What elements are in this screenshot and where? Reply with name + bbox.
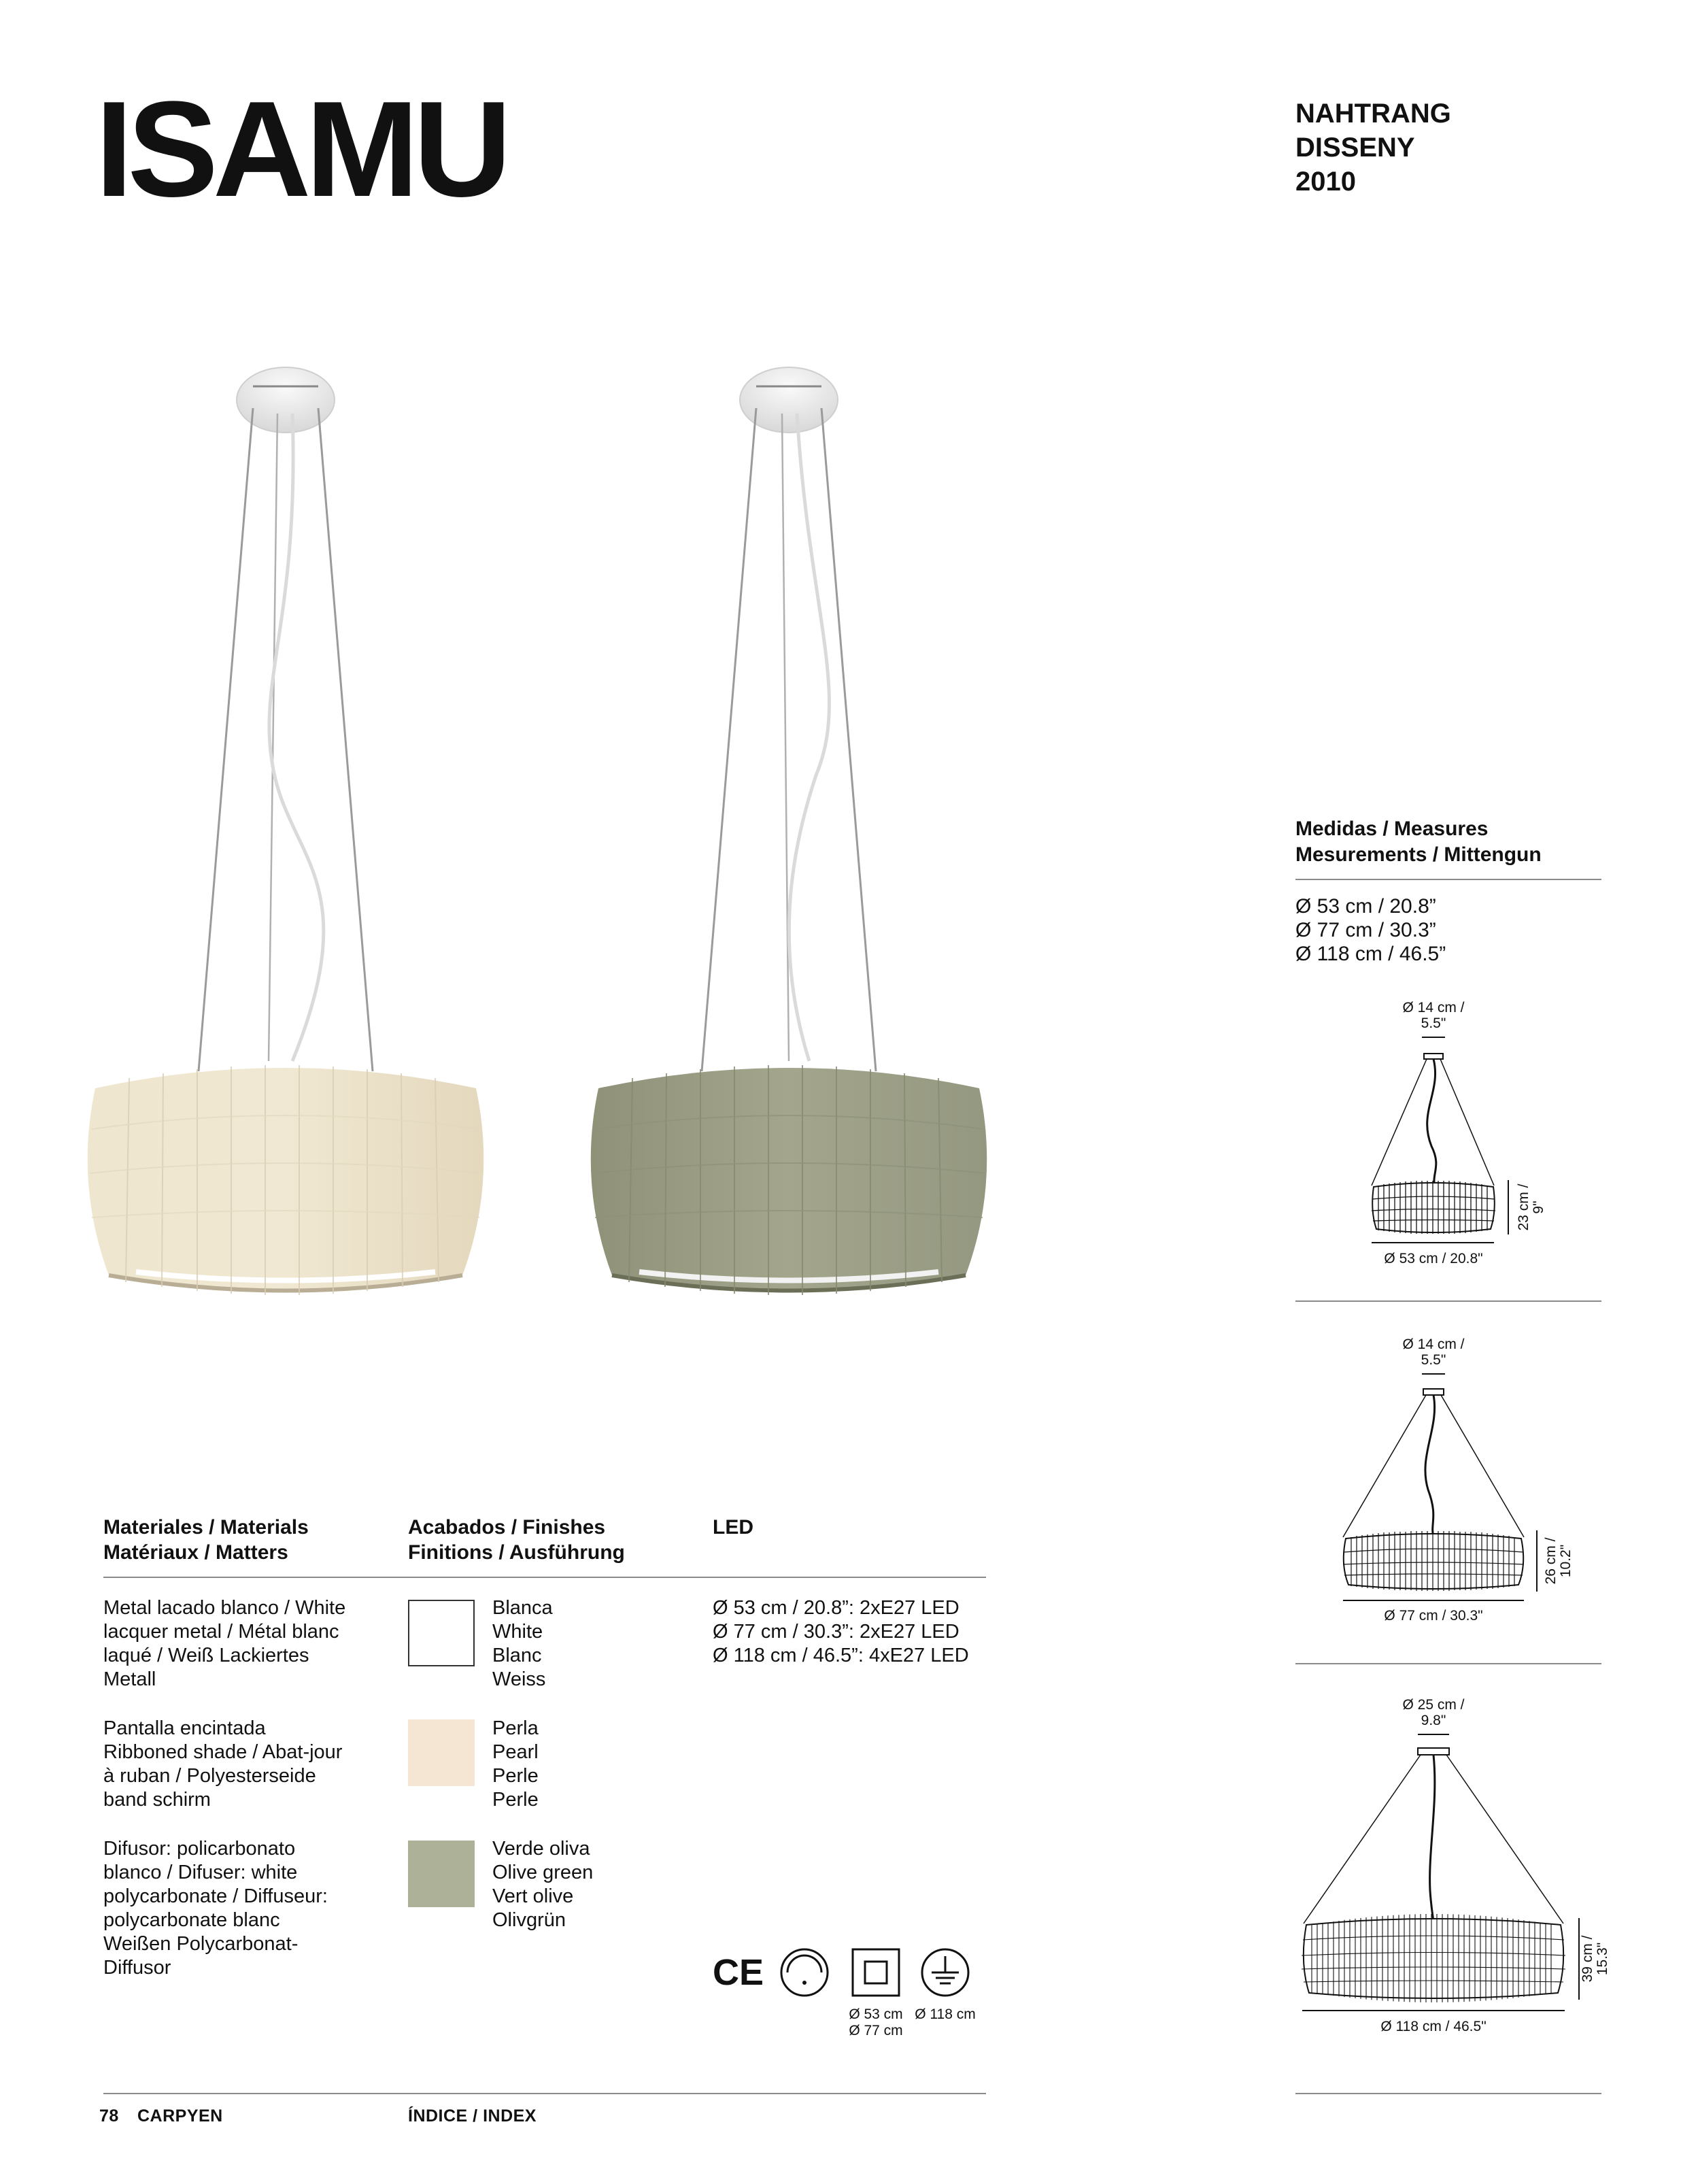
material-line: Weißen Polycarbonat- (103, 1933, 299, 1955)
materials-heading-line2: Matériaux / Matters (103, 1541, 288, 1564)
cert-note: Ø 118 cm (915, 2006, 976, 2022)
material-line: polycarbonate / Diffuseur: (103, 1885, 328, 1907)
finish-name: Perle (492, 1789, 539, 1811)
finishes-heading (408, 1515, 625, 1565)
finish-name: Olive green (492, 1862, 594, 1883)
finish-name: Blanc (492, 1645, 542, 1666)
material-line: Metal lacado blanco / White (103, 1597, 346, 1619)
design-year: 2010 (1295, 167, 1356, 197)
diagram-canopy-label: 9.8" (1421, 1713, 1446, 1728)
footer-divider (103, 2093, 986, 2094)
diagram-divider (1295, 1300, 1601, 1302)
size-item: Ø 118 cm / 46.5” (1295, 943, 1446, 965)
measures-heading (1295, 816, 1601, 868)
diagram-height-label: 9" (1531, 1200, 1546, 1214)
specs-divider (103, 1577, 986, 1578)
diagram-canopy-label: 5.5" (1421, 1015, 1446, 1031)
designer-name: NAHTRANG (1295, 99, 1451, 129)
finish-name: White (492, 1621, 543, 1643)
material-metal (103, 1596, 396, 1692)
diagram-width-label: Ø 53 cm / 20.8" (1384, 1251, 1483, 1266)
finishes-heading-line1: Acabados / Finishes (408, 1516, 606, 1539)
material-line: Pantalla encintada (103, 1717, 266, 1739)
material-line: polycarbonate blanc (103, 1909, 280, 1931)
diagram-height-label: 39 cm / (1580, 1935, 1595, 1983)
finish-name: Olivgrün (492, 1909, 566, 1931)
led-heading (713, 1515, 753, 1540)
certification-icons (707, 1945, 993, 2040)
cert-note: Ø 53 cm (849, 2006, 903, 2022)
diagram-height-label: 26 cm / (1543, 1537, 1559, 1585)
diagram-divider (1295, 2093, 1601, 2094)
diagram-shade (1372, 1181, 1495, 1234)
finish-name: Weiss (492, 1668, 546, 1690)
dimension-diagram-77 (1295, 1333, 1601, 1639)
diagram-shade (1302, 1914, 1565, 2002)
finishes-heading-line2: Finitions / Ausführung (408, 1541, 625, 1564)
led-spec-item: Ø 77 cm / 30.3”: 2xE27 LED (713, 1621, 960, 1643)
diagram-canopy-label: 5.5" (1421, 1352, 1446, 1368)
diagram-canopy-label: Ø 25 cm / (1402, 1697, 1465, 1713)
material-line: Diffusor (103, 1957, 171, 1979)
dimension-diagram-53 (1295, 996, 1601, 1275)
material-line: Ribboned shade / Abat-jour (103, 1741, 343, 1763)
brand-name: CARPYEN (137, 2106, 223, 2126)
designer-info (1295, 97, 1451, 199)
measures-heading-line1: Medidas / Measures (1295, 818, 1489, 840)
finish-names-white (492, 1596, 553, 1692)
materials-heading (103, 1515, 309, 1565)
material-shade (103, 1717, 396, 1812)
diagram-width-label: Ø 77 cm / 30.3" (1384, 1608, 1483, 1624)
finish-swatch-olive (408, 1841, 475, 1907)
material-line: lacquer metal / Métal blanc (103, 1621, 339, 1643)
product-photo (0, 340, 1061, 1360)
cert-note: Ø 77 cm (849, 2023, 903, 2038)
finish-name: Pearl (492, 1741, 539, 1763)
diagram-height-label: 10.2" (1558, 1544, 1574, 1578)
finish-name: Blanca (492, 1597, 553, 1619)
materials-heading-line1: Materiales / Materials (103, 1516, 309, 1539)
diagram-width-label: Ø 118 cm / 46.5" (1380, 2019, 1487, 2034)
led-specs (713, 1596, 969, 1668)
material-line: Difusor: policarbonato (103, 1838, 296, 1860)
measures-divider (1295, 879, 1601, 880)
material-line: band schirm (103, 1789, 211, 1811)
measures-heading-line2: Mesurements / Mittengun (1295, 843, 1542, 866)
finish-swatch-pearl (408, 1719, 475, 1786)
finish-names-pearl (492, 1717, 539, 1812)
led-spec-item: Ø 118 cm / 46.5”: 4xE27 LED (713, 1645, 969, 1666)
finish-name: Perla (492, 1717, 539, 1739)
material-line: à ruban / Polyesterseide (103, 1765, 316, 1787)
finish-names-olive (492, 1837, 593, 1932)
finish-swatch-white (408, 1600, 475, 1666)
material-line: laqué / Weiß Lackiertes (103, 1645, 309, 1666)
diagram-height-label: 15.3" (1595, 1942, 1610, 1976)
led-heading-text: LED (713, 1516, 753, 1539)
diagram-divider (1295, 1663, 1601, 1664)
index-link[interactable]: ÍNDICE / INDEX (408, 2106, 537, 2126)
diagram-canopy-label: Ø 14 cm / (1402, 1337, 1465, 1352)
finish-name: Perle (492, 1765, 539, 1787)
led-spec-item: Ø 53 cm / 20.8”: 2xE27 LED (713, 1597, 960, 1619)
diagram-height-label: 23 cm / (1516, 1183, 1531, 1231)
ce-mark-icon: CE (713, 1952, 764, 1993)
class-rating-icon (781, 1949, 828, 1996)
product-title: ISAMU (95, 73, 507, 225)
diagram-shade (1343, 1531, 1524, 1591)
lamp-pearl-illustration (88, 367, 484, 1295)
lamp-olive-illustration (591, 367, 987, 1295)
size-item: Ø 53 cm / 20.8” (1295, 895, 1436, 918)
ground-connection-icon (922, 1949, 968, 1996)
size-item: Ø 77 cm / 30.3” (1295, 919, 1436, 941)
finish-name: Verde oliva (492, 1838, 590, 1860)
material-diffuser (103, 1837, 396, 1980)
material-line: blanco / Difuser: white (103, 1862, 298, 1883)
finish-name: Vert olive (492, 1885, 574, 1907)
dimension-diagram-118 (1295, 1694, 1610, 2061)
double-insulation-icon (853, 1949, 899, 1996)
diagram-canopy-label: Ø 14 cm / (1402, 1000, 1465, 1015)
page-number: 78 (99, 2106, 119, 2126)
designer-studio: DISSENY (1295, 133, 1415, 163)
material-line: Metall (103, 1668, 156, 1690)
measures-list (1295, 894, 1446, 966)
